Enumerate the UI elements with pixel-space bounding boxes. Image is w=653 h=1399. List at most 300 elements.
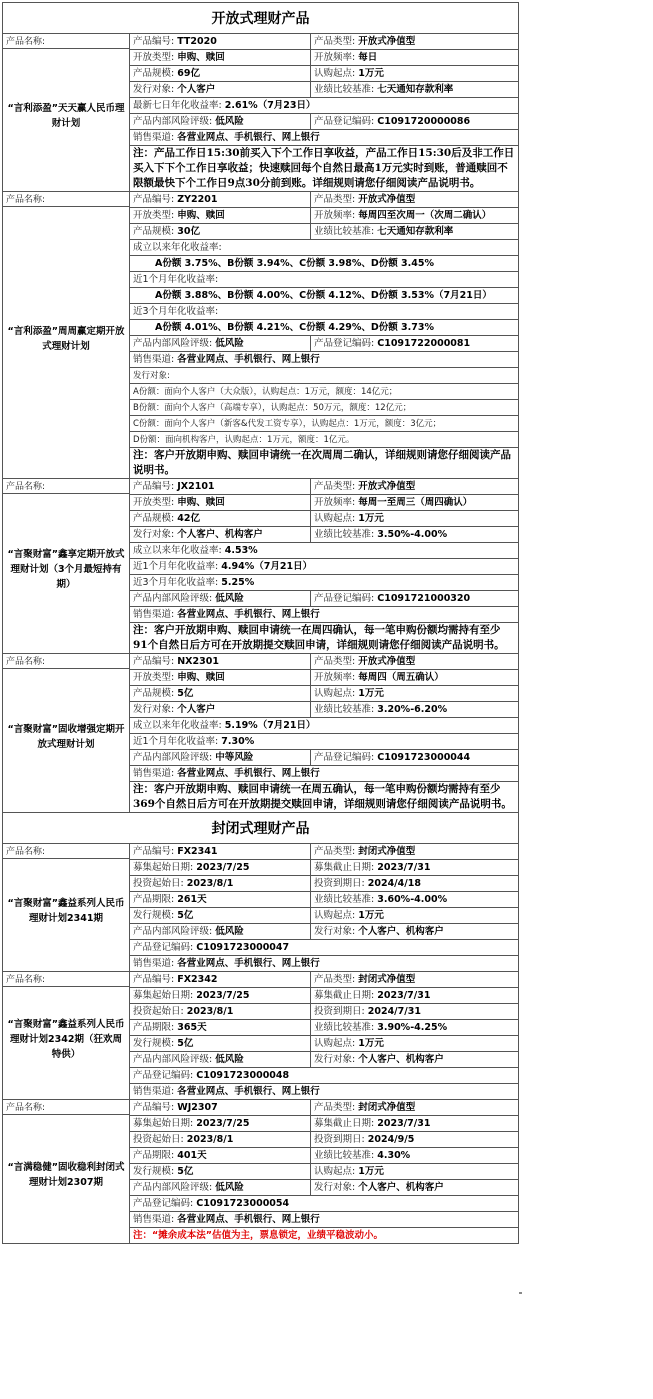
open-frequency-cell	[311, 670, 519, 686]
sales-channel-value: 各营业网点、手机银行、网上银行	[177, 609, 320, 620]
issue-target-0: A份额：面向个人客户（大众版），认购起点：1万元，额度：14亿元；	[130, 384, 519, 400]
product-code-label: 产品编号:	[133, 194, 175, 205]
invest-start-cell	[130, 1004, 311, 1020]
product-term-cell	[130, 892, 311, 908]
issue-target-cell	[130, 82, 311, 98]
raise-start-label: 募集起始日期:	[133, 862, 194, 873]
issue-target-value: 个人客户	[177, 84, 216, 95]
issue-target-label: 发行对象:	[133, 704, 175, 715]
issue-target-cell	[311, 924, 519, 940]
product-name-header: 产品名称:	[3, 34, 129, 49]
product-type-cell	[311, 479, 519, 495]
invest-start-label: 投资起始日:	[133, 878, 184, 889]
product-note: 注：客户开放期申购、赎回申请统一在周四确认，每一笔申购份额均需持有至少91个自然日后方可在开放期提交赎回申请，详细规则请您仔细阅读产品说明书。	[130, 623, 519, 654]
open-product-name-2: “言聚财富”鑫享定期开放式理财计划（3个月最短持有期）	[7, 549, 125, 590]
product-name-column	[3, 654, 130, 813]
product-term-label: 产品期限:	[133, 894, 175, 905]
yield-since-inception-cell	[130, 543, 519, 559]
product-code-value: FX2341	[177, 846, 218, 857]
sales-channel-value: 各营业网点、手机银行、网上银行	[177, 958, 320, 969]
yield-since-inception-label: 成立以来年化收益率:	[130, 240, 519, 256]
min-subscription-value: 1万元	[358, 688, 384, 699]
registration-code-label: 产品登记编码:	[133, 942, 194, 953]
issue-target-value: 个人客户、机构客户	[358, 1054, 444, 1065]
yield-since-inception-cell	[130, 718, 519, 734]
invest-end-label: 投资到期日:	[314, 1134, 365, 1145]
benchmark-cell	[311, 527, 519, 543]
benchmark-value: 3.90%-4.25%	[377, 1022, 448, 1033]
invest-start-value: 2023/8/1	[186, 1006, 234, 1017]
open-frequency-value: 每周一至周三（周四确认）	[358, 497, 473, 508]
raise-end-cell	[311, 1116, 519, 1132]
registration-code-label: 产品登记编码:	[314, 338, 375, 349]
invest-end-value: 2024/9/5	[367, 1134, 415, 1145]
sales-channel-label: 销售渠道:	[133, 609, 175, 620]
product-note: 注：客户开放期申购、赎回申请统一在周五确认，每一笔申购份额均需持有至少369个自然日后方可在开放期提交赎回申请，详细规则请您仔细阅读产品说明书。	[130, 782, 519, 813]
sales-channel-value: 各营业网点、手机银行、网上银行	[177, 1214, 320, 1225]
benchmark-value: 3.50%-4.00%	[377, 529, 448, 540]
product-code-value: FX2342	[177, 974, 218, 985]
raise-start-value: 2023/7/25	[196, 862, 250, 873]
registration-code-value: C1091721000320	[377, 593, 471, 604]
issue-target-cell	[311, 1180, 519, 1196]
issue-scale-cell	[130, 908, 311, 924]
product-term-value: 261天	[177, 894, 207, 905]
yield-since-inception-value: 4.53%	[224, 545, 258, 556]
yield-1m-label: 近1个月年化收益率:	[130, 272, 519, 288]
benchmark-label: 业绩比较基准:	[314, 1150, 375, 1161]
open-frequency-cell	[311, 50, 519, 66]
open-section-title: 开放式理财产品	[3, 3, 519, 34]
risk-level-label: 产品内部风险评级:	[133, 1054, 213, 1065]
open-type-value: 申购、赎回	[177, 497, 225, 508]
yield-1m-cell	[130, 559, 519, 575]
risk-level-value: 低风险	[215, 338, 244, 349]
benchmark-cell	[311, 82, 519, 98]
issue-scale-cell	[130, 1164, 311, 1180]
min-subscription-cell	[311, 908, 519, 924]
closed-product-name-0: “言聚财富”鑫益系列人民币理财计划2341期	[7, 898, 125, 924]
open-frequency-cell	[311, 208, 519, 224]
invest-start-value: 2023/8/1	[186, 878, 234, 889]
product-code-label: 产品编号:	[133, 974, 175, 985]
open-type-label: 开放类型:	[133, 210, 175, 221]
open-frequency-value: 每周四（周五确认）	[358, 672, 444, 683]
raise-start-cell	[130, 860, 311, 876]
open-product-name-3: “言聚财富”固收增强定期开放式理财计划	[7, 723, 125, 750]
invest-end-value: 2024/7/31	[367, 1006, 421, 1017]
issue-scale-cell	[130, 1036, 311, 1052]
product-scale-label: 产品规模:	[133, 513, 175, 524]
yield-3m-value: 5.25%	[221, 577, 255, 588]
risk-level-label: 产品内部风险评级:	[133, 926, 213, 937]
product-scale-value: 30亿	[177, 226, 200, 237]
sales-channel-cell	[130, 1084, 519, 1100]
product-term-value: 365天	[177, 1022, 207, 1033]
registration-code-value: C1091723000054	[196, 1198, 290, 1209]
sales-channel-value: 各营业网点、手机银行、网上银行	[177, 354, 320, 365]
sales-channel-cell	[130, 607, 519, 623]
product-name-header: 产品名称:	[3, 972, 129, 987]
open-type-cell	[130, 495, 311, 511]
open-frequency-cell	[311, 495, 519, 511]
registration-code-label: 产品登记编码:	[133, 1070, 194, 1081]
closed-product-2-row-0	[3, 1100, 519, 1116]
yield-1m-value: A份额 3.88%、B份额 4.00%、C份额 4.12%、D份额 3.53%（7月21日）	[130, 288, 519, 304]
invest-end-label: 投资到期日:	[314, 878, 365, 889]
product-type-cell	[311, 844, 519, 860]
product-code-cell	[130, 1100, 311, 1116]
risk-level-value: 低风险	[215, 1182, 244, 1193]
registration-code-label: 产品登记编码:	[314, 593, 375, 604]
benchmark-label: 业绩比较基准:	[314, 529, 375, 540]
min-subscription-label: 认购起点:	[314, 688, 356, 699]
open-frequency-label: 开放频率:	[314, 210, 356, 221]
product-type-value: 开放式净值型	[358, 194, 416, 205]
risk-level-value: 中等风险	[215, 752, 254, 763]
issue-target-label: 发行对象:	[314, 1054, 356, 1065]
benchmark-label: 业绩比较基准:	[314, 704, 375, 715]
product-type-label: 产品类型:	[314, 194, 356, 205]
benchmark-label: 业绩比较基准:	[314, 1022, 375, 1033]
raise-end-label: 募集截止日期:	[314, 990, 375, 1001]
product-type-label: 产品类型:	[314, 974, 356, 985]
product-term-cell	[130, 1020, 311, 1036]
product-code-label: 产品编号:	[133, 36, 175, 47]
raise-end-value: 2023/7/31	[377, 990, 431, 1001]
raise-end-label: 募集截止日期:	[314, 862, 375, 873]
yield-since-inception-label: 成立以来年化收益率:	[133, 545, 222, 556]
issue-scale-label: 发行规模:	[133, 1038, 175, 1049]
product-scale-cell	[130, 66, 311, 82]
product-type-value: 开放式净值型	[358, 481, 416, 492]
sales-channel-label: 销售渠道:	[133, 1214, 175, 1225]
product-code-label: 产品编号:	[133, 656, 175, 667]
product-type-label: 产品类型:	[314, 481, 356, 492]
min-subscription-value: 1万元	[358, 1166, 384, 1177]
min-subscription-label: 认购起点:	[314, 513, 356, 524]
product-type-cell	[311, 192, 519, 208]
registration-code-value: C1091723000048	[196, 1070, 290, 1081]
product-type-value: 开放式净值型	[358, 656, 416, 667]
product-code-cell	[130, 654, 311, 670]
registration-code-value: C1091723000047	[196, 942, 290, 953]
min-subscription-cell	[311, 1036, 519, 1052]
registration-code-label: 产品登记编码:	[314, 752, 375, 763]
registration-code-cell	[130, 1068, 519, 1084]
sales-channel-label: 销售渠道:	[133, 132, 175, 143]
risk-level-value: 低风险	[215, 1054, 244, 1065]
sales-channel-label: 销售渠道:	[133, 1086, 175, 1097]
open-type-cell	[130, 50, 311, 66]
product-code-value: TT2020	[177, 36, 217, 47]
product-code-cell	[130, 192, 311, 208]
product-code-value: ZY2201	[177, 194, 218, 205]
risk-level-label: 产品内部风险评级:	[133, 593, 213, 604]
invest-start-cell	[130, 876, 311, 892]
yield-3m-cell	[130, 575, 519, 591]
yield-since-inception-value: 5.19%（7月21日）	[224, 720, 316, 731]
product-name-column	[3, 1100, 130, 1244]
min-subscription-value: 1万元	[358, 910, 384, 921]
registration-code-cell	[311, 591, 519, 607]
benchmark-label: 业绩比较基准:	[314, 226, 375, 237]
yield-1m-value: 7.30%	[221, 736, 255, 747]
product-name-column	[3, 34, 130, 192]
page-edge-mark	[519, 1292, 522, 1294]
open-product-2-row-0	[3, 479, 519, 495]
open-product-name-0: “言利添盈”天天赢人民币理财计划	[7, 103, 125, 129]
invest-end-label: 投资到期日:	[314, 1006, 365, 1017]
product-scale-cell	[130, 511, 311, 527]
open-frequency-label: 开放频率:	[314, 52, 356, 63]
product-scale-label: 产品规模:	[133, 688, 175, 699]
registration-code-cell	[130, 940, 519, 956]
product-type-value: 封闭式净值型	[358, 974, 416, 985]
benchmark-value: 3.20%-6.20%	[377, 704, 448, 715]
open-product-1-row-0	[3, 192, 519, 208]
sales-channel-value: 各营业网点、手机银行、网上银行	[177, 768, 320, 779]
product-type-cell	[311, 34, 519, 50]
product-type-label: 产品类型:	[314, 36, 356, 47]
product-code-value: JX2101	[177, 481, 215, 492]
benchmark-cell	[311, 224, 519, 240]
yield-1m-label: 近1个月年化收益率:	[133, 561, 219, 572]
sales-channel-value: 各营业网点、手机银行、网上银行	[177, 1086, 320, 1097]
product-term-label: 产品期限:	[133, 1150, 175, 1161]
product-scale-cell	[130, 686, 311, 702]
product-name-column	[3, 844, 130, 972]
risk-level-label: 产品内部风险评级:	[133, 1182, 213, 1193]
invest-end-cell	[311, 1132, 519, 1148]
product-scale-value: 5亿	[177, 688, 194, 699]
risk-level-label: 产品内部风险评级:	[133, 116, 213, 127]
sales-channel-value: 各营业网点、手机银行、网上银行	[177, 132, 320, 143]
registration-code-value: C1091720000086	[377, 116, 471, 127]
issue-target-label: 发行对象:	[133, 529, 175, 540]
issue-target-value: 个人客户、机构客户	[358, 926, 444, 937]
product-code-value: NX2301	[177, 656, 219, 667]
closed-product-0-row-0	[3, 844, 519, 860]
product-code-cell	[130, 479, 311, 495]
product-name-column	[3, 192, 130, 479]
invest-start-label: 投资起始日:	[133, 1006, 184, 1017]
risk-level-label: 产品内部风险评级:	[133, 338, 213, 349]
risk-level-value: 低风险	[215, 116, 244, 127]
invest-end-value: 2024/4/18	[367, 878, 421, 889]
yield-1m-label: 近1个月年化收益率:	[133, 736, 219, 747]
open-type-cell	[130, 670, 311, 686]
registration-code-cell	[311, 114, 519, 130]
min-subscription-cell	[311, 1164, 519, 1180]
risk-level-cell	[130, 591, 311, 607]
product-type-value: 开放式净值型	[358, 36, 416, 47]
min-subscription-label: 认购起点:	[314, 910, 356, 921]
sales-channel-label: 销售渠道:	[133, 354, 175, 365]
open-type-value: 申购、赎回	[177, 52, 225, 63]
registration-code-value: C1091722000081	[377, 338, 471, 349]
yield-1m-cell	[130, 734, 519, 750]
risk-level-cell	[130, 1180, 311, 1196]
seven-day-yield-cell	[130, 98, 519, 114]
invest-start-label: 投资起始日:	[133, 1134, 184, 1145]
min-subscription-value: 1万元	[358, 1038, 384, 1049]
benchmark-label: 业绩比较基准:	[314, 894, 375, 905]
issue-target-2: C份额：面向个人客户（新客&代发工资专享），认购起点：1万元，额度：3亿元；	[130, 416, 519, 432]
benchmark-value: 3.60%-4.00%	[377, 894, 448, 905]
issue-target-label: 发行对象:	[314, 926, 356, 937]
product-note: 注：“摊余成本法”估值为主，票息锁定，业绩平稳波动小。	[130, 1228, 519, 1244]
product-table	[2, 2, 519, 1244]
benchmark-cell	[311, 702, 519, 718]
product-scale-label: 产品规模:	[133, 226, 175, 237]
benchmark-cell	[311, 892, 519, 908]
benchmark-value: 4.30%	[377, 1150, 411, 1161]
yield-since-inception-value: A份额 3.75%、B份额 3.94%、C份额 3.98%、D份额 3.45%	[130, 256, 519, 272]
open-product-name-1: “言利添盈”周周赢定期开放式理财计划	[7, 325, 125, 352]
issue-scale-value: 5亿	[177, 1166, 194, 1177]
open-frequency-label: 开放频率:	[314, 497, 356, 508]
sales-channel-cell	[130, 766, 519, 782]
product-type-cell	[311, 654, 519, 670]
risk-level-cell	[130, 1052, 311, 1068]
issue-target-3: D份额：面向机构客户，认购起点：1万元，额度：1亿元。	[130, 432, 519, 448]
yield-3m-label: 近3个月年化收益率:	[133, 577, 219, 588]
registration-code-label: 产品登记编码:	[133, 1198, 194, 1209]
min-subscription-label: 认购起点:	[314, 68, 356, 79]
registration-code-cell	[311, 336, 519, 352]
raise-start-value: 2023/7/25	[196, 1118, 250, 1129]
min-subscription-value: 1万元	[358, 68, 384, 79]
open-type-cell	[130, 208, 311, 224]
sales-channel-cell	[130, 956, 519, 972]
min-subscription-label: 认购起点:	[314, 1038, 356, 1049]
min-subscription-cell	[311, 511, 519, 527]
closed-section-title: 封闭式理财产品	[3, 813, 519, 844]
product-note: 注：产品工作日15:30前买入下个工作日享收益，产品工作日15:30后及非工作日买入下下个工作日享收益；快速赎回每个自然日最高1万元实时到账，普通赎回不限额最快下个工作日9点30分前到账。详细规则请您仔细阅读产品说明书。	[130, 146, 519, 192]
registration-code-cell	[311, 750, 519, 766]
benchmark-cell	[311, 1020, 519, 1036]
open-product-3-row-0	[3, 654, 519, 670]
open-section-title-row	[3, 3, 519, 34]
product-scale-value: 69亿	[177, 68, 200, 79]
issue-target-value: 个人客户、机构客户	[177, 529, 263, 540]
raise-start-label: 募集起始日期:	[133, 990, 194, 1001]
sales-channel-cell	[130, 1212, 519, 1228]
product-type-label: 产品类型:	[314, 1102, 356, 1113]
closed-product-name-2: “言满稳健”固收稳利封闭式理财计划2307期	[7, 1162, 125, 1188]
raise-end-value: 2023/7/31	[377, 1118, 431, 1129]
open-type-value: 申购、赎回	[177, 672, 225, 683]
open-frequency-label: 开放频率:	[314, 672, 356, 683]
closed-section-title-row	[3, 813, 519, 844]
raise-end-label: 募集截止日期:	[314, 1118, 375, 1129]
issue-scale-value: 5亿	[177, 1038, 194, 1049]
min-subscription-cell	[311, 66, 519, 82]
benchmark-label: 业绩比较基准:	[314, 84, 375, 95]
risk-level-cell	[130, 924, 311, 940]
raise-start-cell	[130, 1116, 311, 1132]
product-type-value: 封闭式净值型	[358, 846, 416, 857]
open-type-label: 开放类型:	[133, 52, 175, 63]
product-type-label: 产品类型:	[314, 846, 356, 857]
product-name-header: 产品名称:	[3, 844, 129, 859]
open-frequency-value: 每周四至次周一（次周二确认）	[358, 210, 492, 221]
yield-1m-value: 4.94%（7月21日）	[221, 561, 313, 572]
invest-end-cell	[311, 1004, 519, 1020]
issue-target-cell	[130, 527, 311, 543]
registration-code-value: C1091723000044	[377, 752, 471, 763]
product-code-label: 产品编号:	[133, 1102, 175, 1113]
invest-start-cell	[130, 1132, 311, 1148]
product-list-document	[2, 2, 518, 1244]
product-name-column	[3, 479, 130, 654]
product-term-value: 401天	[177, 1150, 207, 1161]
issue-target-cell	[311, 1052, 519, 1068]
product-note: 注：客户开放期申购、赎回申请统一在次周周二确认，详细规则请您仔细阅读产品说明书。	[130, 448, 519, 479]
issue-target-label: 发行对象:	[133, 84, 175, 95]
benchmark-cell	[311, 1148, 519, 1164]
benchmark-value: 七天通知存款利率	[377, 84, 454, 95]
issue-target-1: B份额：面向个人客户（高端专享），认购起点：50万元，额度：12亿元；	[130, 400, 519, 416]
risk-level-value: 低风险	[215, 593, 244, 604]
sales-channel-cell	[130, 352, 519, 368]
raise-end-cell	[311, 988, 519, 1004]
product-term-label: 产品期限:	[133, 1022, 175, 1033]
issue-target-value: 个人客户	[177, 704, 216, 715]
min-subscription-cell	[311, 686, 519, 702]
raise-start-value: 2023/7/25	[196, 990, 250, 1001]
registration-code-cell	[130, 1196, 519, 1212]
risk-level-cell	[130, 114, 311, 130]
product-type-label: 产品类型:	[314, 656, 356, 667]
product-scale-value: 42亿	[177, 513, 200, 524]
raise-end-cell	[311, 860, 519, 876]
open-product-0-row-0	[3, 34, 519, 50]
min-subscription-label: 认购起点:	[314, 1166, 356, 1177]
product-code-label: 产品编号:	[133, 481, 175, 492]
issue-target-label: 发行对象:	[130, 368, 519, 384]
issue-scale-label: 发行规模:	[133, 1166, 175, 1177]
issue-target-value: 个人客户、机构客户	[358, 1182, 444, 1193]
risk-level-label: 产品内部风险评级:	[133, 752, 213, 763]
risk-level-cell	[130, 336, 311, 352]
yield-3m-label: 近3个月年化收益率:	[130, 304, 519, 320]
product-code-cell	[130, 972, 311, 988]
product-name-header: 产品名称:	[3, 479, 129, 494]
product-type-cell	[311, 972, 519, 988]
open-type-value: 申购、赎回	[177, 210, 225, 221]
invest-start-value: 2023/8/1	[186, 1134, 234, 1145]
risk-level-cell	[130, 750, 311, 766]
product-name-column	[3, 972, 130, 1100]
product-code-cell	[130, 844, 311, 860]
open-type-label: 开放类型:	[133, 497, 175, 508]
seven-day-yield-label: 最新七日年化收益率:	[133, 100, 222, 111]
invest-end-cell	[311, 876, 519, 892]
risk-level-value: 低风险	[215, 926, 244, 937]
sales-channel-cell	[130, 130, 519, 146]
product-scale-cell	[130, 224, 311, 240]
seven-day-yield-value: 2.61%（7月23日）	[224, 100, 316, 111]
product-name-header: 产品名称:	[3, 192, 129, 207]
product-code-label: 产品编号:	[133, 846, 175, 857]
raise-end-value: 2023/7/31	[377, 862, 431, 873]
issue-scale-label: 发行规模:	[133, 910, 175, 921]
yield-3m-value: A份额 4.01%、B份额 4.21%、C份额 4.29%、D份额 3.73%	[130, 320, 519, 336]
issue-target-cell	[130, 702, 311, 718]
product-name-header: 产品名称:	[3, 1100, 129, 1115]
